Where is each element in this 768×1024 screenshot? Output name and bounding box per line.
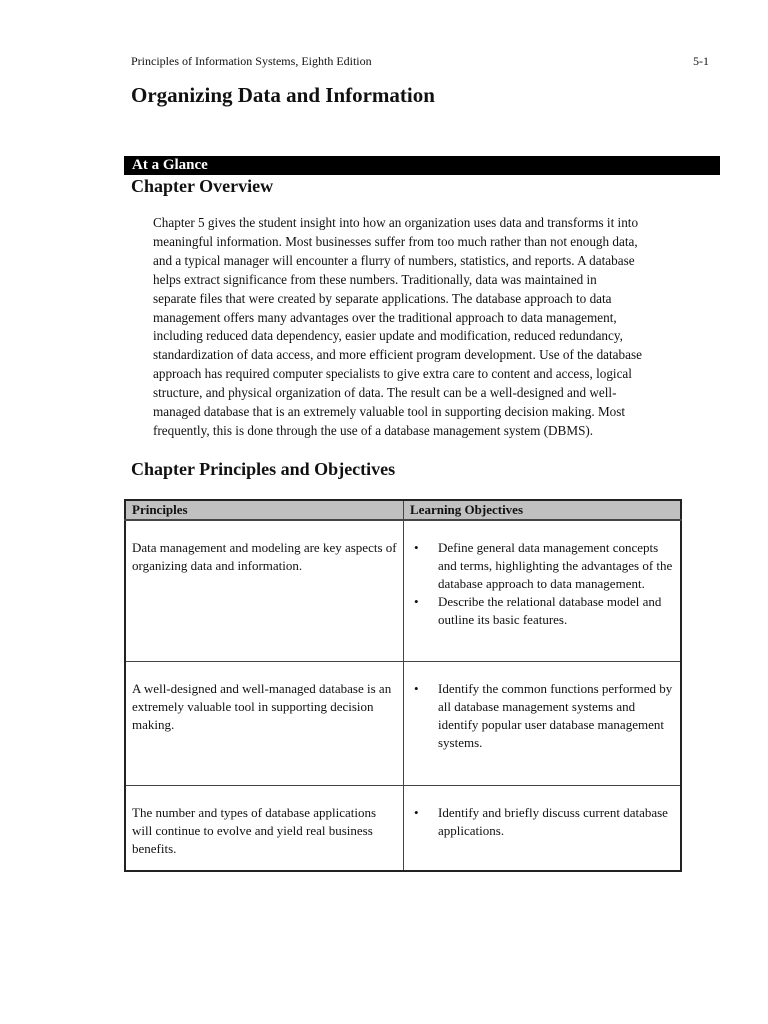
- principles-heading: Chapter Principles and Objectives: [131, 459, 396, 479]
- paragraph-line: managed database that is an extremely valuable tool in supporting decision making. Most: [153, 404, 626, 420]
- column-header: Learning Objectives: [404, 500, 682, 520]
- paragraph-line: approach has required computer specialists to give extra care to content and access, logical: [153, 366, 632, 382]
- column-header: Principles: [125, 500, 404, 520]
- paragraph-line: meaningful information. Most businesses suffer from too much rather than not enough data,: [153, 233, 638, 249]
- principle-cell: The number and types of database applications will continue to evolve and yield real business benefits.: [125, 785, 404, 871]
- principle-cell: A well-designed and well-managed database is an extremely valuable tool in supporting decision making.: [125, 661, 404, 785]
- overview-paragraph: [153, 214, 723, 441]
- running-header: Principles of Information Systems, Eighth Edition: [131, 54, 372, 68]
- page-number: 5-1: [693, 54, 709, 68]
- principles-table: [124, 499, 682, 872]
- paragraph-line: standardization of data access, and more efficient program development. Use of the database: [153, 347, 642, 363]
- paragraph-line: and a typical manager will encounter a flurry of numbers, statistics, and reports. A database: [153, 252, 635, 268]
- paragraph-line: frequently, this is done through the use of a database management system (DBMS).: [153, 422, 594, 438]
- objective-item: • Define general data management concepts and terms, highlighting the advantages of the database approach to data management.: [438, 539, 674, 593]
- table-row: [125, 661, 681, 785]
- paragraph-line: management offers many advantages over the traditional approach to data management,: [153, 309, 617, 325]
- table-row: [125, 785, 681, 871]
- objectives-cell: [404, 785, 682, 871]
- principle-cell: Data management and modeling are key aspects of organizing data and information.: [125, 520, 404, 661]
- objectives-cell: [404, 520, 682, 661]
- paragraph-line: including reduced data dependency, easier update and modification, reduced redundancy,: [153, 328, 623, 344]
- paragraph-line: helps extract significance from these numbers. Traditionally, data was maintained in: [153, 271, 597, 287]
- table-row: [125, 520, 681, 661]
- paragraph-line: structure, and physical organization of data. The result can be a well-designed and well-: [153, 385, 617, 401]
- objective-item: • Identify and briefly discuss current database applications.: [438, 804, 674, 840]
- paragraph-line: separate files that were created by separate applications. The database approach to data: [153, 290, 612, 306]
- objective-item: • Describe the relational database model and outline its basic features.: [438, 593, 674, 629]
- overview-heading: Chapter Overview: [131, 176, 274, 196]
- objective-item: • Identify the common functions performed by all database management systems and identify popular user database management systems.: [438, 680, 674, 752]
- objectives-cell: [404, 661, 682, 785]
- table-header-row: [125, 500, 681, 520]
- at-a-glance-banner: At a Glance: [124, 156, 720, 175]
- chapter-title: Organizing Data and Information: [131, 83, 435, 107]
- paragraph-line: Chapter 5 gives the student insight into how an organization uses data and transforms it into: [153, 215, 639, 230]
